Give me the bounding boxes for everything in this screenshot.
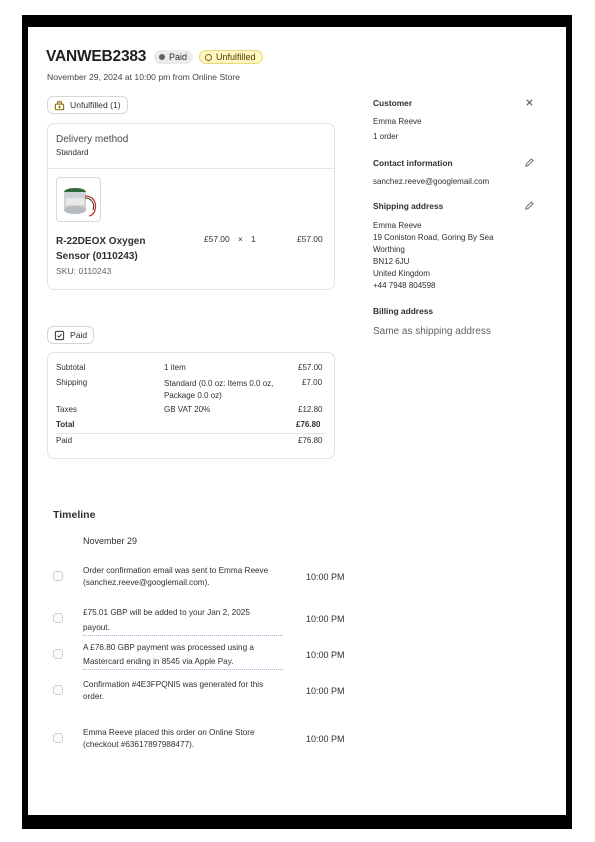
- timeline-event-text: [83, 565, 288, 589]
- paid-amount: £76.80: [298, 436, 323, 445]
- timeline-event-line: (sanchez.reeve@googlemail.com).: [83, 578, 210, 587]
- paid-label: Paid: [56, 436, 73, 445]
- timeline-event-line: £75.01 GBP will be added to your Jan 2, 2025: [83, 608, 250, 617]
- customer-name[interactable]: Emma Reeve: [373, 117, 422, 126]
- receipt-icon: [54, 330, 65, 341]
- contact-heading: Contact information: [373, 158, 453, 168]
- shipping-amount: £7.00: [302, 378, 323, 387]
- shipping-address-line: +44 7948 804598: [373, 281, 436, 290]
- billing-address-heading: Billing address: [373, 306, 434, 316]
- timeline-event-line: A £76.80 GBP payment was processed using a: [83, 643, 254, 652]
- paid-pill[interactable]: [47, 326, 94, 344]
- timeline-event-line: Order confirmation email was sent to Emma Reeve: [83, 566, 269, 575]
- timeline-event-marker: [53, 685, 63, 695]
- timeline-heading: Timeline: [53, 509, 96, 521]
- product-thumbnail[interactable]: [56, 177, 101, 222]
- paid-pill-label: Paid: [70, 329, 88, 340]
- timeline-date: November 29: [83, 536, 138, 546]
- timeline-event-text: [83, 679, 288, 703]
- timeline-event-time: 10:00 PM: [306, 734, 345, 744]
- product-line-total: £57.00: [297, 234, 323, 244]
- package-icon: [54, 100, 65, 111]
- shipping-address-line: Worthing: [373, 245, 405, 254]
- timeline-event-marker: [53, 571, 63, 581]
- timeline-event-time: 10:00 PM: [306, 650, 345, 660]
- timeline-event-text[interactable]: [83, 605, 283, 636]
- timeline-event-time: 10:00 PM: [306, 686, 345, 696]
- contact-email[interactable]: sanchez.reeve@googlemail.com: [373, 177, 490, 186]
- unfulfilled-pill[interactable]: [47, 96, 128, 114]
- unfulfilled-badge: [199, 50, 263, 64]
- shipping-address: [373, 220, 494, 292]
- delivery-method-label: Delivery method: [56, 134, 129, 145]
- shipping-address-line: BN12 6JU: [373, 257, 410, 266]
- timeline-event-line: payout.: [83, 623, 110, 632]
- customer-heading: Customer: [373, 98, 413, 108]
- status-ring-icon: [205, 54, 212, 61]
- timeline-event-marker: [53, 733, 63, 743]
- pencil-icon[interactable]: [524, 200, 535, 211]
- product-unit-price: £57.00: [204, 234, 230, 244]
- product-name-line2: Sensor (0110243): [56, 251, 138, 262]
- timeline-event-line: (checkout #63617897988477).: [83, 740, 195, 749]
- taxes-detail: GB VAT 20%: [164, 405, 211, 414]
- card-divider: [48, 168, 334, 169]
- payment-divider: [56, 433, 326, 434]
- close-icon[interactable]: [525, 98, 534, 107]
- paid-badge-label: Paid: [169, 52, 188, 62]
- timeline-event-text[interactable]: [83, 641, 283, 670]
- customer-order-count[interactable]: 1 order: [373, 132, 399, 141]
- shipping-address-line: 19 Coniston Road, Goring By Sea: [373, 233, 494, 242]
- shipping-detail: Standard (0.0 oz: Items 0.0 oz, Package 0.0 oz): [164, 379, 274, 400]
- shipping-label: Shipping: [56, 378, 88, 387]
- oxygen-sensor-image: [57, 178, 101, 222]
- timeline-event-line: Confirmation #4E3FPQNI5 was generated for this: [83, 680, 264, 689]
- timeline-event-marker: [53, 649, 63, 659]
- product-name[interactable]: [56, 234, 145, 264]
- subtotal-amount: £57.00: [298, 363, 323, 372]
- taxes-label: Taxes: [56, 405, 77, 414]
- unfulfilled-pill-label: Unfulfilled (1): [70, 99, 121, 110]
- product-times: ×: [238, 234, 243, 244]
- taxes-amount: £12.80: [298, 405, 323, 414]
- unfulfilled-badge-label: Unfulfilled: [216, 52, 256, 62]
- timeline-event-time: 10:00 PM: [306, 614, 345, 624]
- delivery-method-value: Standard: [56, 148, 89, 157]
- subtotal-detail: 1 item: [164, 363, 186, 372]
- shipping-address-line: Emma Reeve: [373, 221, 422, 230]
- timeline-event-marker: [53, 613, 63, 623]
- timeline-event-line: Emma Reeve placed this order on Online Store: [83, 728, 255, 737]
- shipping-address-line: United Kingdom: [373, 269, 430, 278]
- order-subtitle: November 29, 2024 at 10:00 pm from Online Store: [47, 72, 240, 82]
- timeline-event-line: order.: [83, 692, 104, 701]
- timeline-event-text: [83, 727, 288, 751]
- total-label: Total: [56, 420, 75, 429]
- product-name-line1: R-22DEOX Oxygen: [56, 236, 146, 247]
- product-sku: SKU: 0110243: [56, 266, 112, 276]
- billing-address-value: Same as shipping address: [373, 326, 491, 337]
- paid-badge: [154, 50, 193, 64]
- shipping-address-heading: Shipping address: [373, 201, 444, 211]
- product-quantity: 1: [251, 234, 256, 244]
- total-amount: £76.80: [296, 420, 321, 429]
- order-title: VANWEB2383: [46, 48, 147, 65]
- pencil-icon[interactable]: [524, 157, 535, 168]
- timeline-event-time: 10:00 PM: [306, 572, 345, 582]
- status-dot-icon: [159, 54, 165, 60]
- timeline-event-line: Mastercard ending in 8545 via Apple Pay.: [83, 657, 234, 666]
- subtotal-label: Subtotal: [56, 363, 86, 372]
